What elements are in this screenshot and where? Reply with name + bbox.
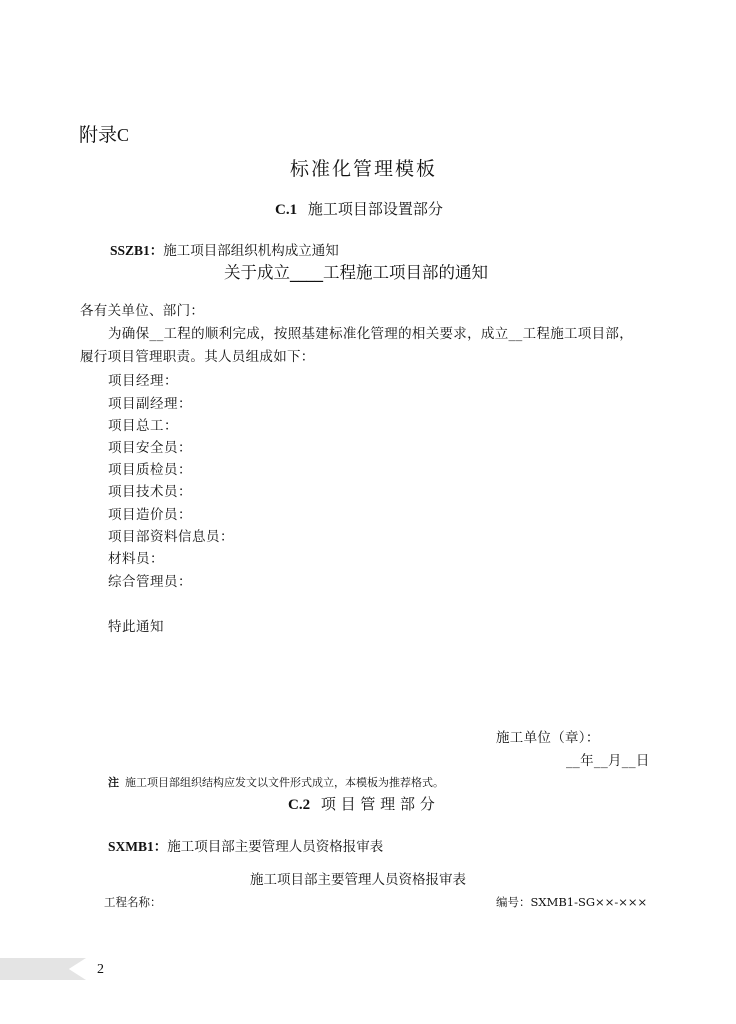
notice-paragraph-line-2: 履行项目管理职责。其人员组成如下： [80,349,315,365]
member-item: 项目副经理： [108,396,192,412]
member-item: 材料员： [108,551,164,567]
member-item: 项目造价员： [108,507,192,523]
member-item: 项目技术员： [108,484,192,500]
template-name: 施工项目部主要管理人员资格报审表 [167,839,384,855]
section-c2-title: 项 目 管 理 部 分 [320,795,435,813]
member-item: 综合管理员： [108,574,192,590]
page-number: 2 [97,962,104,977]
notice-paragraph-line-1: 为确保__工程的顺利完成，按照基建标准化管理的相关要求，成立__工程施工项目部， [108,326,633,342]
page-footer-tab [0,958,86,980]
signature-date: __年__月__日 [566,753,650,769]
footnote-label: 注 [108,776,119,789]
section-c2-number: C.2 [288,797,311,813]
footnote [108,774,444,790]
closing-text: 特此通知 [108,619,164,635]
serial-number-label: 编号：SXMB1-SG××-××× [496,895,648,909]
template-code: SXMB1： [108,839,168,854]
notice-title: 关于成立____工程施工项目部的通知 [224,263,488,282]
appendix-heading [79,120,129,147]
member-item: 项目安全员： [108,440,192,456]
appendix-letter: C [117,125,130,145]
member-item: 项目总工： [108,418,178,434]
member-item: 项目经理： [108,373,178,389]
template-name: 施工项目部组织机构成立通知 [163,243,339,259]
salutation: 各有关单位、部门： [80,303,205,319]
appendix-label: 附录 [79,124,118,146]
section-c1-title: 施工项目部设置部分 [307,200,443,218]
member-item: 项目质检员： [108,462,192,478]
section-c2-heading [288,793,435,814]
section-c1-heading [275,198,443,219]
table-title: 施工项目部主要管理人员资格报审表 [250,872,466,888]
doc-title: 标准化管理模板 [290,158,438,180]
project-name-label: 工程名称： [104,895,162,909]
template-label-sxmb1 [108,835,383,855]
template-code: SSZB1： [110,243,164,258]
signature-unit: 施工单位（章）： [496,730,600,746]
template-label-sszb1 [110,239,339,259]
footnote-text: 施工项目部组织结构应发文以文件形式成立，本模板为推荐格式。 [125,776,444,789]
member-item: 项目部资料信息员： [108,529,234,545]
section-c1-number: C.1 [275,202,298,218]
